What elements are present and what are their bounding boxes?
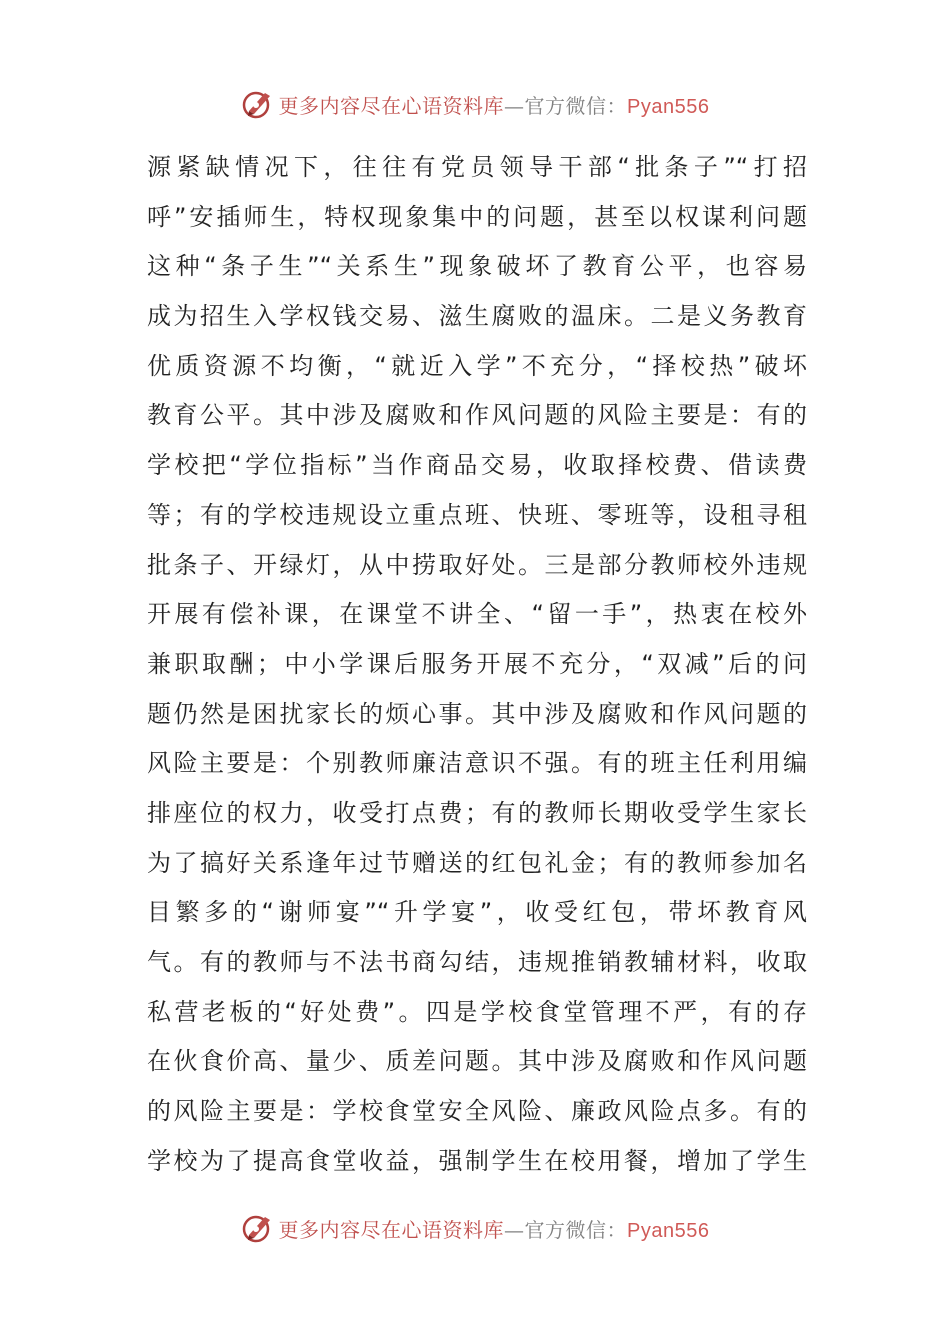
text-line: 学校为了提高食堂收益，强制学生在校用餐，增加了学生 bbox=[147, 1146, 807, 1175]
text-line: 的风险主要是：学校食堂安全风险、廉政风险点多。有的 bbox=[147, 1097, 807, 1126]
brand-text: 更多内容尽在心语资料库 bbox=[278, 93, 505, 118]
pen-circle-icon bbox=[241, 1211, 275, 1245]
text-line: 优质资源不均衡，“就近入学”不充分，“择校热”破坏 bbox=[147, 351, 807, 380]
brand-text: 更多内容尽在心语资料库 bbox=[278, 1217, 505, 1242]
text-line: 在伙食价高、量少、质差问题。其中涉及腐败和作风问题 bbox=[147, 1047, 807, 1076]
text-line: 兼职取酬；中小学课后服务开展不充分，“双减”后的问 bbox=[147, 649, 807, 678]
dash-text: — bbox=[504, 1217, 525, 1242]
header-banner bbox=[0, 84, 950, 124]
text-line: 批条子、开绿灯，从中捞取好处。三是部分教师校外违规 bbox=[147, 550, 807, 579]
text-line: 学校把“学位指标”当作商品交易，收取择校费、借读费 bbox=[147, 451, 807, 480]
wechat-label: 官方微信： bbox=[524, 93, 628, 118]
header-text bbox=[279, 90, 710, 119]
dash-text: — bbox=[504, 93, 525, 118]
text-line: 源紧缺情况下，往往有党员领导干部“批条子”“打招 bbox=[147, 153, 807, 181]
text-line: 为了搞好关系逢年过节赠送的红包礼金；有的教师参加名 bbox=[147, 848, 807, 877]
pen-circle-icon bbox=[241, 87, 275, 121]
wechat-id: Pyan556 bbox=[627, 95, 710, 118]
text-line: 等；有的学校违规设立重点班、快班、零班等，设租寻租 bbox=[147, 500, 807, 529]
wechat-label: 官方微信： bbox=[524, 1217, 628, 1242]
text-line: 这种“条子生”“关系生”现象破坏了教育公平，也容易 bbox=[147, 252, 807, 281]
text-line: 气。有的教师与不法书商勾结，违规推销教辅材料，收取 bbox=[147, 948, 807, 976]
text-line: 排座位的权力，收受打点费；有的教师长期收受学生家长 bbox=[147, 798, 807, 827]
text-line: 呼”安插师生，特权现象集中的问题，甚至以权谋利问题 bbox=[147, 202, 807, 231]
text-line: 风险主要是：个别教师廉洁意识不强。有的班主任利用编 bbox=[147, 749, 807, 778]
text-line: 目繁多的“谢师宴”“升学宴”，收受红包，带坏教育风 bbox=[147, 898, 807, 927]
document-body bbox=[147, 143, 807, 1186]
text-line: 私营老板的“好处费”。四是学校食堂管理不严，有的存 bbox=[147, 997, 807, 1026]
text-line: 题仍然是困扰家长的烦心事。其中涉及腐败和作风问题的 bbox=[147, 699, 807, 728]
text-line: 成为招生入学权钱交易、滋生腐败的温床。二是义务教育 bbox=[147, 302, 807, 331]
text-line: 开展有偿补课，在课堂不讲全、“留一手”，热衷在校外 bbox=[147, 600, 807, 629]
wechat-id: Pyan556 bbox=[627, 1219, 710, 1242]
footer-text bbox=[279, 1214, 710, 1243]
footer-banner bbox=[0, 1208, 950, 1248]
text-line: 教育公平。其中涉及腐败和作风问题的风险主要是：有的 bbox=[147, 401, 807, 430]
